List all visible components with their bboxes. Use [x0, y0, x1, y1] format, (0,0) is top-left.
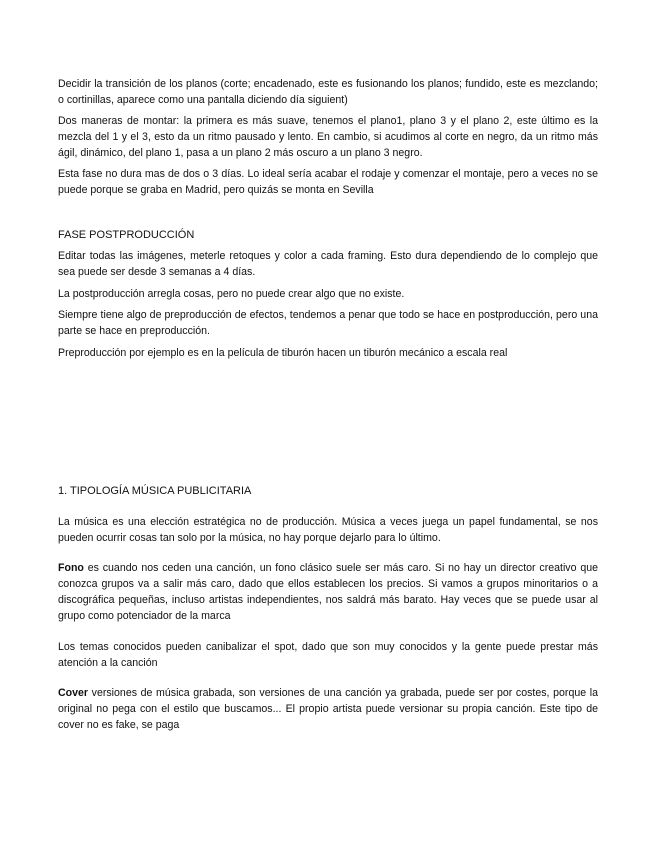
paragraph-post-3: Siempre tiene algo de preproducción de efectos, tendemos a penar que todo se hace en postproducción, pero una parte se hace en preproducción. [58, 309, 598, 337]
heading-tipologia-musica: 1. TIPOLOGÍA MÚSICA PUBLICITARIA [58, 485, 252, 497]
paragraph-fase-dura: Esta fase no dura mas de dos o 3 días. Lo ideal sería acabar el rodaje y comenzar el montaje, pero a veces no se puede porque se graba en Madrid, pero quizás se monta en Sevilla [58, 168, 598, 196]
paragraph-post-4: Preproducción por ejemplo es en la película de tiburón hacen un tiburón mecánico a escala real [58, 347, 508, 359]
heading-postproduccion: FASE POSTPRODUCCIÓN [58, 229, 195, 241]
paragraph-post-1: Editar todas las imágenes, meterle retoques y color a cada framing. Esto dura dependiendo de lo complejo que sea puede ser desde 3 semanas a 4 días. [58, 250, 598, 278]
cover-description: versiones de música grabada, son versiones de una canción ya grabada, puede ser por costes, porque la original no pega con el estilo que buscamos... El propio artista puede versionar su propia canción. Este tipo de cover no es fake, se paga [58, 687, 598, 731]
paragraph-montar: Dos maneras de montar: la primera es más suave, tenemos el plano1, plano 3 y el plano 2, este último es la mezcla del 1 y el 3, esto da un ritmo pausado y lento. En cambio, si acudimos al corte en negro, da un ritmo más ágil, dinámico, del plano 1, pasa a un plano 2 más oscuro a un plano 3 negro. [58, 115, 598, 159]
term-fono: Fono [58, 562, 84, 574]
paragraph-post-2: La postproducción arregla cosas, pero no puede crear algo que no existe. [58, 288, 405, 300]
paragraph-transicion: Decidir la transición de los planos (corte; encadenado, este es fusionando los planos; fundido, este es mezclando; o cortinillas, aparece como una pantalla diciendo día siguient) [58, 78, 598, 106]
paragraph-fono [58, 560, 598, 624]
paragraph-cover [58, 685, 598, 733]
paragraph-musica-1: La música es una elección estratégica no de producción. Música a veces juega un papel fundamental, se nos pueden ocurrir cosas tan solo por la música, no hay porque dejarlo para lo último. [58, 516, 598, 544]
fono-description: es cuando nos ceden una canción, un fono clásico suele ser más caro. Si no hay un director creativo que conozca grupos va a salir más caro, dado que ellos establecen los precios. Si vamos a grupos minoritarios o a discográfica pequeñas, incluso artistas independientes, nos saldrá más barato. Hay veces que se puede usar al grupo como potenciador de la marca [58, 562, 598, 622]
term-cover: Cover [58, 687, 89, 699]
paragraph-temas: Los temas conocidos pueden canibalizar el spot, dado que son muy conocidos y la gente puede prestar más atención a la canción [58, 641, 598, 669]
